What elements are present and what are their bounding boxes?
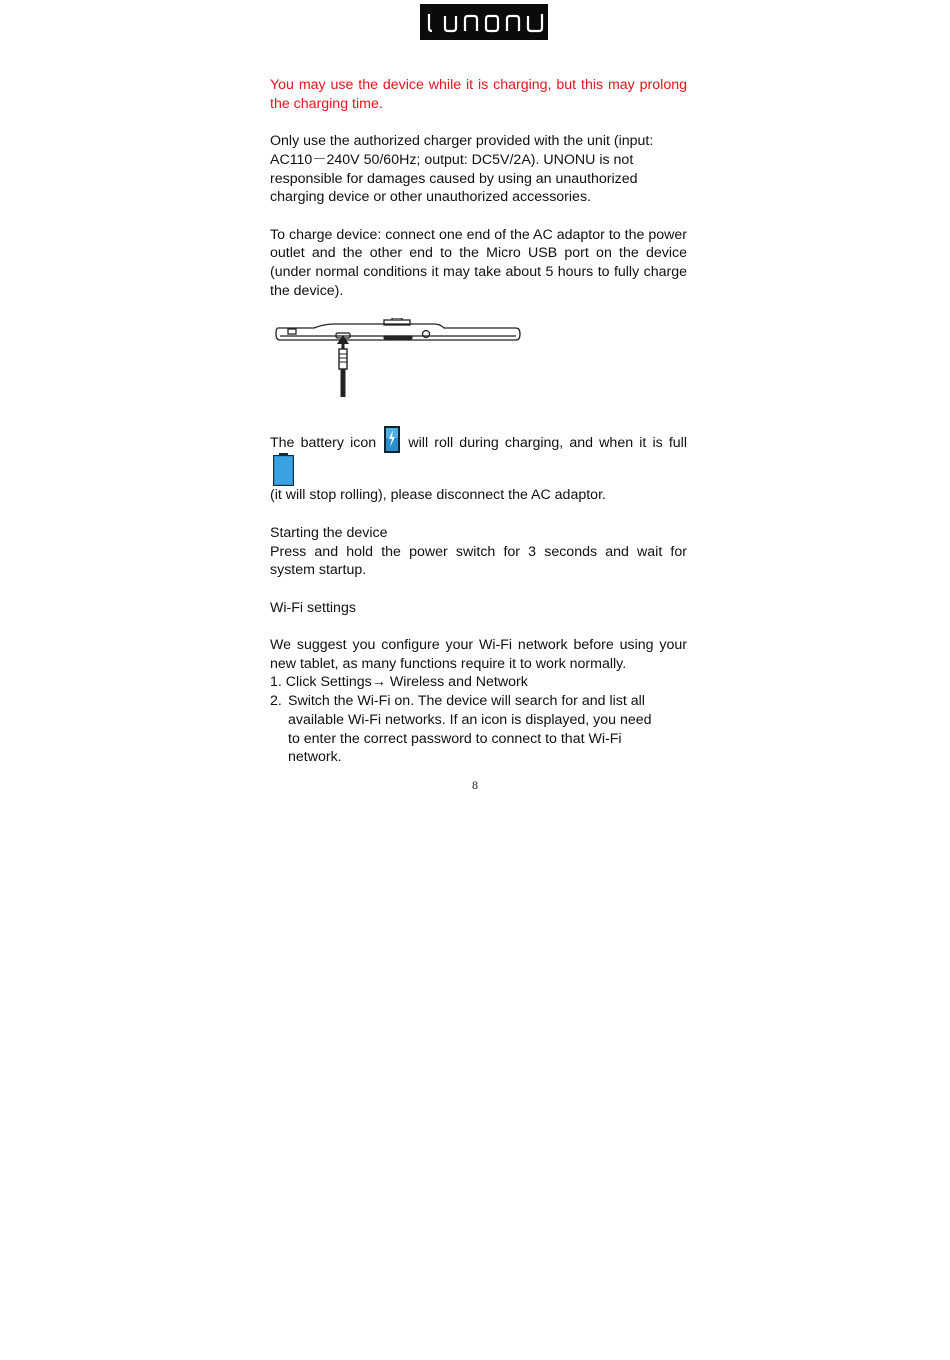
logo-wordmark <box>423 8 545 36</box>
battery-full-icon <box>273 453 294 486</box>
tablet-usb-illustration <box>274 318 522 402</box>
step-2-continuation-2: to enter the correct password to connect to that Wi-Fi <box>288 730 622 747</box>
charge-instructions: To charge device: connect one end of the AC adaptor to the power outlet and the other end to the Micro USB port on the device (under normal conditions it may take about 5 hours to fully charge the device). <box>270 226 687 299</box>
battery-charging-icon <box>384 426 400 453</box>
page-number: 8 <box>472 778 478 792</box>
battery-text-2: will roll during charging, and when it is full <box>408 435 687 452</box>
step-2-continuation-1: available Wi-Fi networks. If an icon is displayed, you need <box>288 711 652 728</box>
charger-note-line2: AC110－240V 50/60Hz; output: DC5V/2A). UNONU is not <box>270 151 634 168</box>
step-2-number: 2. <box>270 693 282 710</box>
step-2-continuation-3: network. <box>288 749 342 766</box>
device-charging-figure <box>270 308 687 426</box>
wifi-intro: We suggest you configure your Wi-Fi network before using your new tablet, as many functions require it to work normally. <box>270 636 687 672</box>
unonu-logo <box>420 4 548 40</box>
starting-device-text: Press and hold the power switch for 3 seconds and wait for system startup. <box>270 543 687 579</box>
battery-text-1: The battery icon <box>270 435 377 452</box>
step-2-text: Switch the Wi-Fi on. The device will search for and list all <box>288 693 645 710</box>
battery-icon-paragraph <box>270 426 687 505</box>
manual-body <box>270 76 687 767</box>
charger-note-line4: charging device or other unauthorized accessories. <box>270 189 591 206</box>
charger-note-line3: responsible for damages caused by using an unauthorized <box>270 170 638 187</box>
wifi-step-1: 1. Click Settings→ Wireless and Network <box>270 674 528 691</box>
charging-warning: You may use the device while it is charging, but this may prolong the charging time. <box>270 77 687 112</box>
charger-note-line1: Only use the authorized charger provided with the unit (input: <box>270 133 654 150</box>
battery-text-3: (it will stop rolling), please disconnect the AC adaptor. <box>270 487 606 504</box>
wifi-settings-heading: Wi-Fi settings <box>270 599 356 616</box>
starting-device-heading: Starting the device <box>270 524 388 541</box>
wifi-step-2 <box>270 692 687 711</box>
